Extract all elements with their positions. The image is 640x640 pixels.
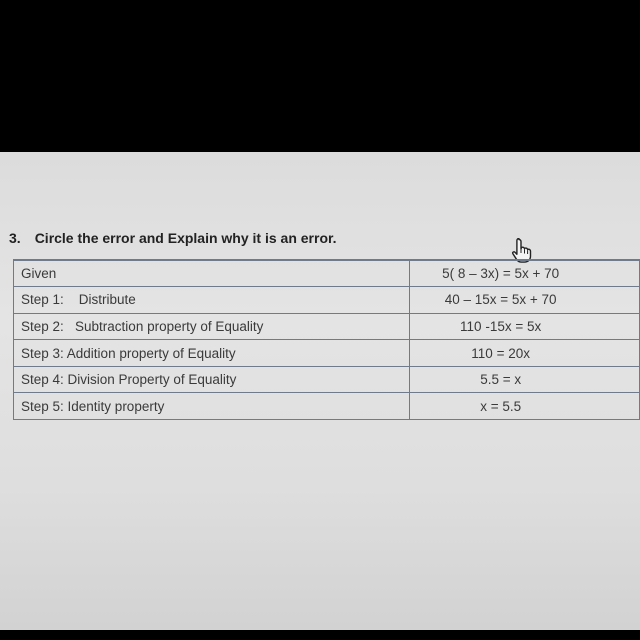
table-row — [14, 393, 640, 420]
table-row — [14, 260, 640, 287]
question-number: 3. — [9, 230, 21, 246]
question-heading — [9, 230, 337, 246]
table-row — [14, 287, 640, 314]
reason-cell: Step 4: Division Property of Equality — [14, 366, 410, 393]
table-row — [14, 366, 640, 393]
reason-cell: Given — [14, 260, 410, 287]
statement-cell: 110 -15x = 5x — [410, 313, 640, 340]
reason-cell: Step 5: Identity property — [14, 393, 410, 420]
statement-cell: 5( 8 – 3x) = 5x + 70 — [410, 260, 640, 287]
worksheet-screen — [0, 152, 640, 630]
reason-cell: Step 1: Distribute — [14, 287, 410, 314]
statement-cell: 110 = 20x — [410, 340, 640, 367]
statement-cell: 5.5 = x — [410, 366, 640, 393]
reason-cell: Step 2: Subtraction property of Equality — [14, 313, 410, 340]
proof-table — [13, 259, 640, 420]
table-row — [14, 313, 640, 340]
reason-cell: Step 3: Addition property of Equality — [14, 340, 410, 367]
statement-cell: 40 – 15x = 5x + 70 — [410, 287, 640, 314]
question-text: Circle the error and Explain why it is an error. — [34, 230, 337, 246]
table-row — [14, 340, 640, 367]
statement-cell: x = 5.5 — [410, 393, 640, 420]
